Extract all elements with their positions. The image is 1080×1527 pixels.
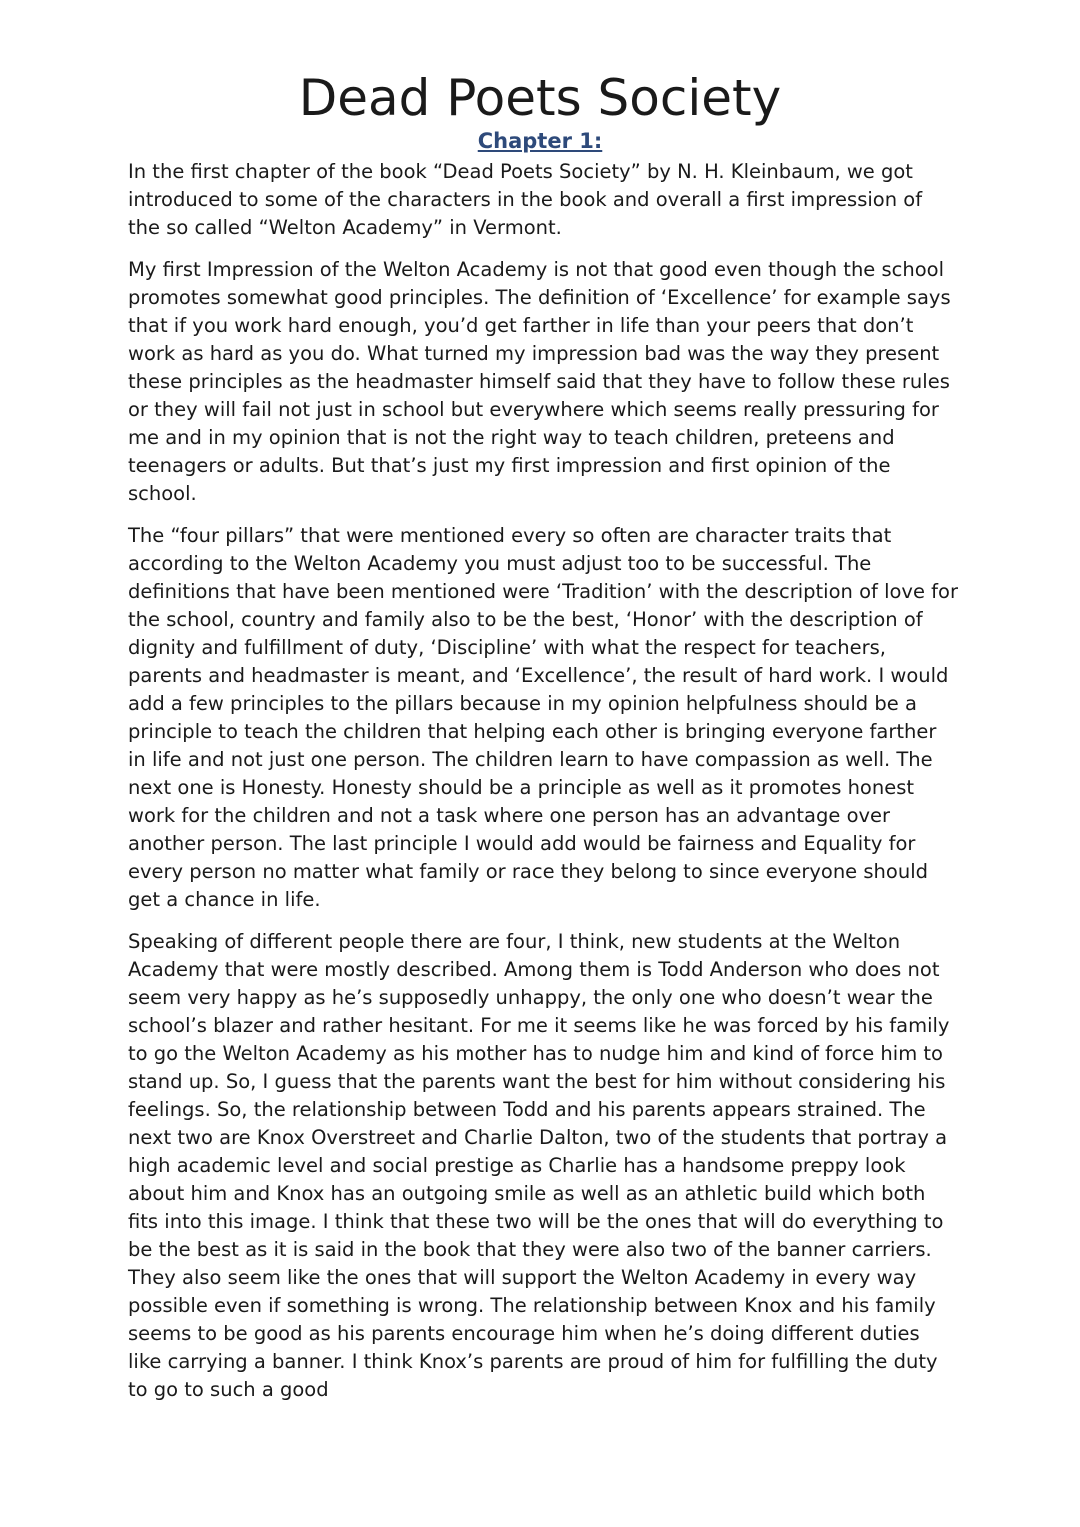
paragraph-four-pillars: The “four pillars” that were mentioned every so often are character traits that according to the Welton Academy you must adjust too to be successful. The definitions that have been mentioned were ‘Tradition’ with the description of love for the school, country and family also to be the best, ‘Honor’ with the description of dignity and fulfillment of duty, ‘Discipline’ with what the respect for teachers, parents and headmaster is meant, and ‘Excellence’, the result of hard work. I would add a few principles to the pillars because in my opinion helpfulness should be a principle to teach the children that helping each other is bringing everyone farther in life and not just one person. The children learn to have compassion as well. The next one is Honesty. Honesty should be a principle as well as it promotes honest work for the children and not a task where one person has an advantage over another person. The last principle I would add would be fairness and Equality for every person no matter what family or race they belong to since everyone should get a chance in life. (128, 524, 958, 911)
document-title: Dead Poets Society (298, 69, 782, 127)
document-body (128, 158, 958, 1418)
chapter-heading: Chapter 1: (477, 129, 603, 153)
paragraph-first-impression: My first Impression of the Welton Academy is not that good even though the school promotes somewhat good principles. The definition of ‘Excellence’ for example says that if you work hard enough, you’d get farther in life than your peers that don’t work as hard as you do. What turned my impression bad was the way they present these principles as the headmaster himself said that they have to follow these rules or they will fail not just in school but everywhere which seems really pressuring for me and in my opinion that is not the right way to teach children, preteens and teenagers or adults. But that’s just my first impression and first opinion of the school. (128, 258, 951, 505)
paragraph-intro: In the first chapter of the book “Dead Poets Society” by N. H. Kleinbaum, we got introduced to some of the characters in the book and overall a first impression of the so called “Welton Academy” in Vermont. (128, 160, 923, 239)
paragraph-students: Speaking of different people there are four, I think, new students at the Welton Academy that were mostly described. Among them is Todd Anderson who does not seem very happy as he’s supposedly unhappy, the only one who doesn’t wear the school’s blazer and rather hesitant. For me it seems like he was forced by his family to go the Welton Academy as his mother has to nudge him and kind of force him to stand up. So, I guess that the parents want the best for him without considering his feelings. So, the relationship between Todd and his parents appears strained. The next two are Knox Overstreet and Charlie Dalton, two of the students that portray a high academic level and social prestige as Charlie has a handsome preppy look about him and Knox has an outgoing smile as well as an athletic build which both fits into this image. I think that these two will be the ones that will do everything to be the best as it is said in the book that they were also two of the banner carriers. They also seem like the ones that will support the Welton Academy in every way possible even if something is wrong. The relationship between Knox and his family seems to be good as his parents encourage him when he’s doing different duties like carrying a banner. I think Knox’s parents are proud of him for fulfilling the duty to go to such a good (128, 930, 950, 1401)
